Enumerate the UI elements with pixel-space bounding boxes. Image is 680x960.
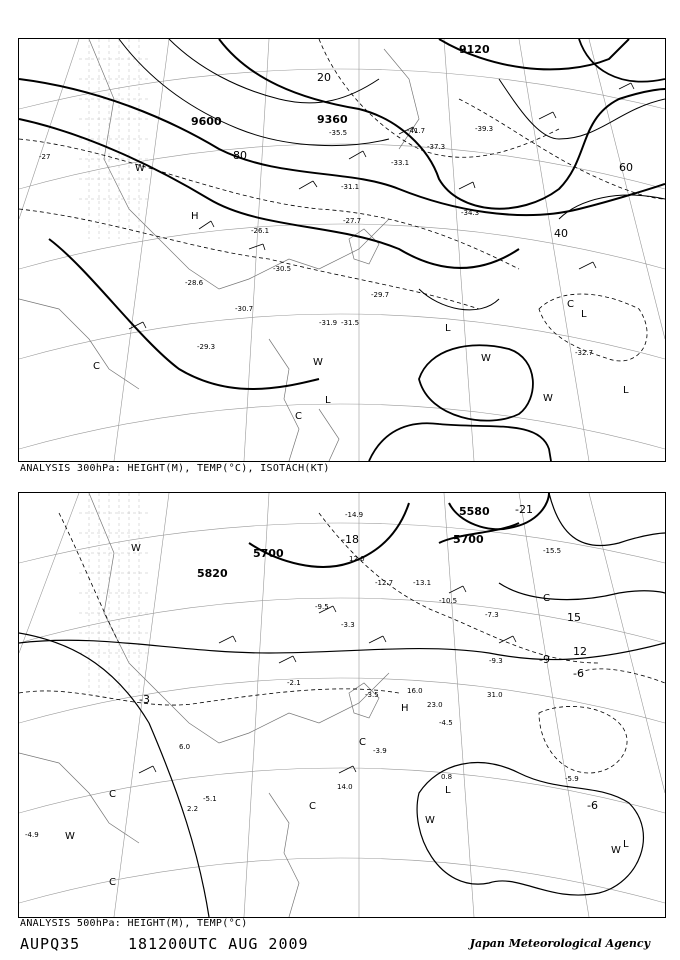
temp-contour-label: 12 <box>573 645 587 658</box>
center-label: W <box>135 163 145 174</box>
temp-sample: -31.5 <box>341 319 360 327</box>
temp-sample: 16.0 <box>407 687 423 695</box>
temp-sample: -3.5 <box>365 691 379 699</box>
temp-sample: -27 <box>39 153 51 161</box>
agency-name: Japan Meteorological Agency <box>469 937 650 950</box>
temp-sample: 0.8 <box>441 773 453 781</box>
center-label: C <box>109 877 116 888</box>
temp-contour-label: -21 <box>515 503 533 516</box>
height-label: 5580 <box>459 505 490 518</box>
temp-sample: -12.7 <box>375 579 394 587</box>
isotach-label: 40 <box>554 227 568 240</box>
height-label: 5700 <box>253 547 284 560</box>
height-contours <box>249 493 549 567</box>
center-label: L <box>445 785 451 796</box>
temp-contour-label: 15 <box>567 611 581 624</box>
temp-sample: -35.5 <box>329 129 348 137</box>
pressure-centers <box>93 163 629 422</box>
temp-contour-label: -6 <box>587 799 598 812</box>
center-label: C <box>295 411 302 422</box>
temp-sample: -9.3 <box>489 657 503 665</box>
temperature-labels <box>139 503 598 812</box>
thin-contours <box>19 493 665 917</box>
center-label: C <box>543 593 550 604</box>
center-label: C <box>93 361 100 372</box>
height-label: 9120 <box>459 43 490 56</box>
center-label: C <box>359 737 366 748</box>
pressure-centers <box>65 543 629 888</box>
center-label: L <box>445 323 451 334</box>
map-300hpa-svg <box>19 39 665 461</box>
temp-sample: -28.6 <box>185 279 204 287</box>
temp-sample: -3.3 <box>341 621 355 629</box>
temp-sample: -2.1 <box>287 679 301 687</box>
temp-sample: -30.5 <box>273 265 292 273</box>
center-label: H <box>191 211 199 222</box>
temp-sample: -30.7 <box>235 305 254 313</box>
center-label: C <box>309 801 316 812</box>
center-label: W <box>131 543 141 554</box>
height-label: 5820 <box>197 567 228 580</box>
temp-sample: 2.2 <box>187 805 199 813</box>
temp-contour-label: -18 <box>341 533 359 546</box>
temp-sample: 6.0 <box>179 743 191 751</box>
center-label: W <box>313 357 323 368</box>
product-code: AUPQ35 <box>20 935 81 953</box>
center-label: H <box>401 703 409 714</box>
chart-300hpa <box>18 38 666 462</box>
temp-sample: -5.1 <box>203 795 217 803</box>
temp-sample: -5.9 <box>565 775 579 783</box>
temp-contour-label: -6 <box>573 667 584 680</box>
height-label: 9360 <box>317 113 348 126</box>
center-label: W <box>611 845 621 856</box>
temp-contour-label: -9 <box>539 653 550 666</box>
temp-sample: -26.1 <box>251 227 270 235</box>
center-label: W <box>543 393 553 404</box>
closed-low-contour <box>419 345 533 420</box>
height-label: 9600 <box>191 115 222 128</box>
temp-contour-label: -3 <box>139 693 150 706</box>
temp-sample: -33.1 <box>391 159 410 167</box>
center-label: W <box>425 815 435 826</box>
map-500hpa-svg <box>19 493 665 917</box>
temp-sample: 14.0 <box>337 783 353 791</box>
isotherms <box>19 39 665 361</box>
temp-sample: -32.7 <box>575 349 594 357</box>
height-label: 5700 <box>453 533 484 546</box>
center-label: L <box>581 309 587 320</box>
coastlines <box>19 493 389 917</box>
temp-sample: -31.9 <box>319 319 338 327</box>
temp-sample: -4.9 <box>25 831 39 839</box>
temp-sample: -9.5 <box>315 603 329 611</box>
temp-sample: -34.3 <box>461 209 480 217</box>
temp-sample: -10.5 <box>439 597 458 605</box>
orography-hatch <box>79 493 149 693</box>
isotherms <box>19 513 665 773</box>
isotach-label: 60 <box>619 161 633 174</box>
temp-sample: 23.0 <box>427 701 443 709</box>
temp-sample: 12.0 <box>349 555 365 563</box>
temp-sample: -27.7 <box>343 217 362 225</box>
isotach-label: 20 <box>317 71 331 84</box>
temp-sample: -7.3 <box>485 611 499 619</box>
temp-sample: -31.1 <box>341 183 360 191</box>
graticule <box>19 493 665 917</box>
temp-sample: -4.5 <box>439 719 453 727</box>
center-label: C <box>109 789 116 800</box>
temp-sample: -14.9 <box>345 511 364 519</box>
isotachs <box>119 39 665 310</box>
center-label: L <box>325 395 331 406</box>
low-contour-south <box>369 423 551 461</box>
temp-sample: -15.5 <box>543 547 562 555</box>
chart-500hpa <box>18 492 666 918</box>
temp-sample: 31.0 <box>487 691 503 699</box>
center-label: W <box>65 831 75 842</box>
temperature-samples <box>39 125 593 357</box>
temp-sample: -29.7 <box>371 291 390 299</box>
valid-time: 181200UTC AUG 2009 <box>128 935 309 953</box>
temp-sample: -29.3 <box>197 343 216 351</box>
caption-300hpa: ANALYSIS 300hPa: HEIGHT(M), TEMP(°C), ISOTACH(KT) <box>20 463 330 474</box>
wind-barbs <box>139 586 516 773</box>
temp-sample: -13.1 <box>413 579 432 587</box>
temp-sample: -39.3 <box>475 125 494 133</box>
isotach-labels <box>233 71 633 240</box>
caption-500hpa: ANALYSIS 500hPa: HEIGHT(M), TEMP(°C) <box>20 918 248 929</box>
center-label: L <box>623 839 629 850</box>
center-label: C <box>567 299 574 310</box>
center-label: L <box>623 385 629 396</box>
temp-sample: -41.7 <box>407 127 426 135</box>
temp-sample: -37.3 <box>427 143 446 151</box>
center-label: W <box>481 353 491 364</box>
temp-sample: -3.9 <box>373 747 387 755</box>
isotach-label: 80 <box>233 149 247 162</box>
